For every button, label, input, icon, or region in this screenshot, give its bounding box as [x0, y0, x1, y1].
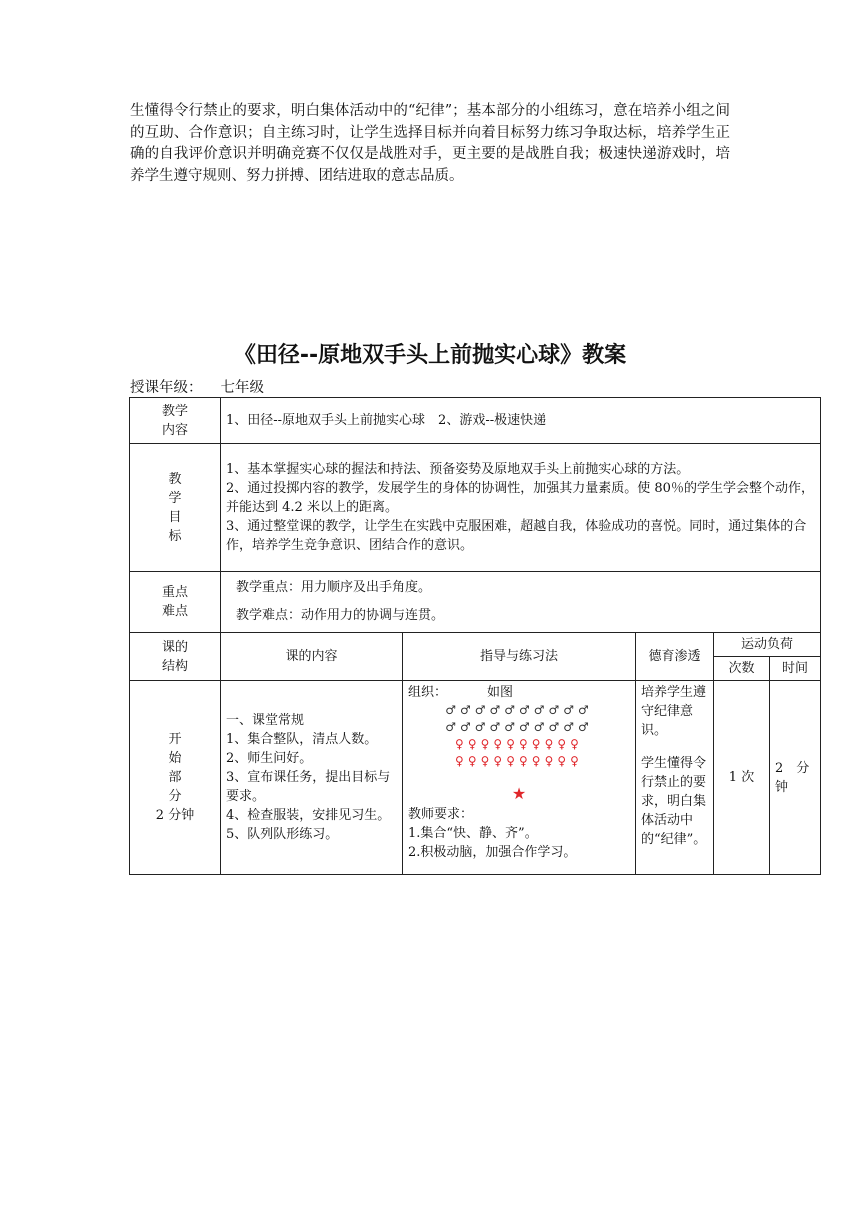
count-cell: 1 次 — [714, 681, 770, 875]
goal-item: 1、基本掌握实心球的握法和持法、预备姿势及原地双手头上前抛实心球的方法。 — [226, 462, 690, 477]
routine-item: 4、检查服装，安排见习生。 — [226, 808, 391, 823]
routine-item: 5、队列队形练习。 — [226, 827, 339, 842]
moral-item: 学生懂得令行禁止的要求，明白集体活动中的“纪律”。 — [641, 756, 707, 847]
routine-item: 1、集合整队，清点人数。 — [226, 732, 378, 747]
header-structure-line: 结构 — [161, 658, 188, 674]
routine-item: 3、宣布课任务，提出目标与要求。 — [226, 770, 391, 804]
structure-cell — [130, 681, 221, 875]
header-row — [130, 633, 821, 657]
keypoints-label-line: 难点 — [161, 604, 188, 619]
goals-label-line: 标 — [168, 528, 182, 544]
female-row: ♀♀♀♀♀♀♀♀♀♀ — [455, 737, 583, 751]
teacher-req-label: 教师要求： — [408, 807, 474, 822]
grade-line — [130, 376, 264, 397]
structure-line: 2 分钟 — [155, 808, 195, 823]
keypoint-item: 教学重点：用力顺序及出手角度。 — [236, 580, 432, 595]
keypoints-cell — [221, 572, 821, 633]
org-label: 组织： — [408, 685, 448, 700]
teacher-req-item: 1.集合“快、静、齐”。 — [408, 826, 538, 841]
keypoints-label-cell — [130, 572, 221, 633]
structure-line: 开 — [168, 732, 182, 747]
goals-label-line: 学 — [168, 490, 182, 506]
structure-line: 分 — [168, 789, 182, 804]
keypoint-item: 教学难点：动作用力的协调与连贯。 — [236, 608, 445, 623]
routine-cell — [221, 681, 403, 875]
male-row: ♂♂♂♂♂♂♂♂♂♂ — [445, 703, 593, 717]
time-cell: 2 分钟 — [770, 681, 821, 875]
intro-paragraph: 生懂得令行禁止的要求，明白集体活动中的“纪律”；基本部分的小组练习，意在培养小组之间的互助、合作意识；自主练习时，让学生选择目标并向着目标努力练习争取达标，培养学生正确的自我评价意识并明确竞赛不仅仅是战胜对手，更主要的是战胜自我；极速快递游戏时，培养学生遵守规则、努力拼搏、团结进取的意志品质。 — [130, 103, 730, 184]
routine-item: 一、课堂常规 — [226, 713, 305, 728]
org-value: 如图 — [487, 685, 514, 700]
grade-value: 七年级 — [220, 380, 264, 396]
content-label-line: 内容 — [161, 422, 188, 438]
header-load: 运动负荷 — [714, 633, 821, 657]
goal-item: 2、通过投掷内容的教学，发展学生的身体的协调性，加强其力量素质。使 80％的学生学会整个动作，并能达到 4.2 米以上的距离。 — [226, 481, 814, 515]
header-time: 时间 — [770, 657, 821, 681]
lesson-plan-table — [129, 397, 821, 875]
content-label-line: 教学 — [161, 403, 188, 419]
goals-label-cell — [130, 444, 221, 572]
header-content: 课的内容 — [221, 633, 403, 681]
formation-diagram — [408, 702, 630, 770]
teacher-req-item: 2.积极动脑，加强合作学习。 — [408, 845, 577, 860]
org-line — [408, 683, 630, 702]
routine-item: 2、师生问好。 — [226, 751, 313, 766]
table-row — [130, 572, 821, 633]
table-row — [130, 444, 821, 572]
goals-label-line: 目 — [168, 509, 182, 525]
content-value-cell: 1、田径--原地双手头上前抛实心球 2、游戏--极速快递 — [221, 398, 821, 444]
moral-item: 培养学生遵守纪律意识。 — [641, 685, 707, 738]
header-moral: 德育渗透 — [636, 633, 714, 681]
table-row — [130, 681, 821, 875]
method-cell — [403, 681, 636, 875]
structure-line: 部 — [168, 770, 182, 785]
keypoints-label-line: 重点 — [161, 585, 188, 600]
page-title: 《田径--原地双手头上前抛实心球》教案 — [233, 343, 627, 368]
male-row: ♂♂♂♂♂♂♂♂♂♂ — [445, 720, 593, 734]
goal-item: 3、通过整堂课的教学，让学生在实践中克服困难，超越自我，体验成功的喜悦。同时，通过集体的合作，培养学生竞争意识、团结合作的意识。 — [226, 519, 807, 553]
female-row: ♀♀♀♀♀♀♀♀♀♀ — [455, 754, 583, 768]
teacher-star-icon: ★ — [511, 784, 527, 803]
goals-cell — [221, 444, 821, 572]
content-label-cell — [130, 398, 221, 444]
table-row — [130, 398, 821, 444]
moral-cell — [636, 681, 714, 875]
structure-line: 始 — [168, 751, 182, 766]
header-structure — [130, 633, 221, 681]
grade-label: 授课年级： — [130, 380, 203, 396]
header-count: 次数 — [714, 657, 770, 681]
header-method: 指导与练习法 — [403, 633, 636, 681]
goals-label-line: 教 — [168, 471, 182, 487]
header-structure-line: 课的 — [161, 639, 188, 655]
